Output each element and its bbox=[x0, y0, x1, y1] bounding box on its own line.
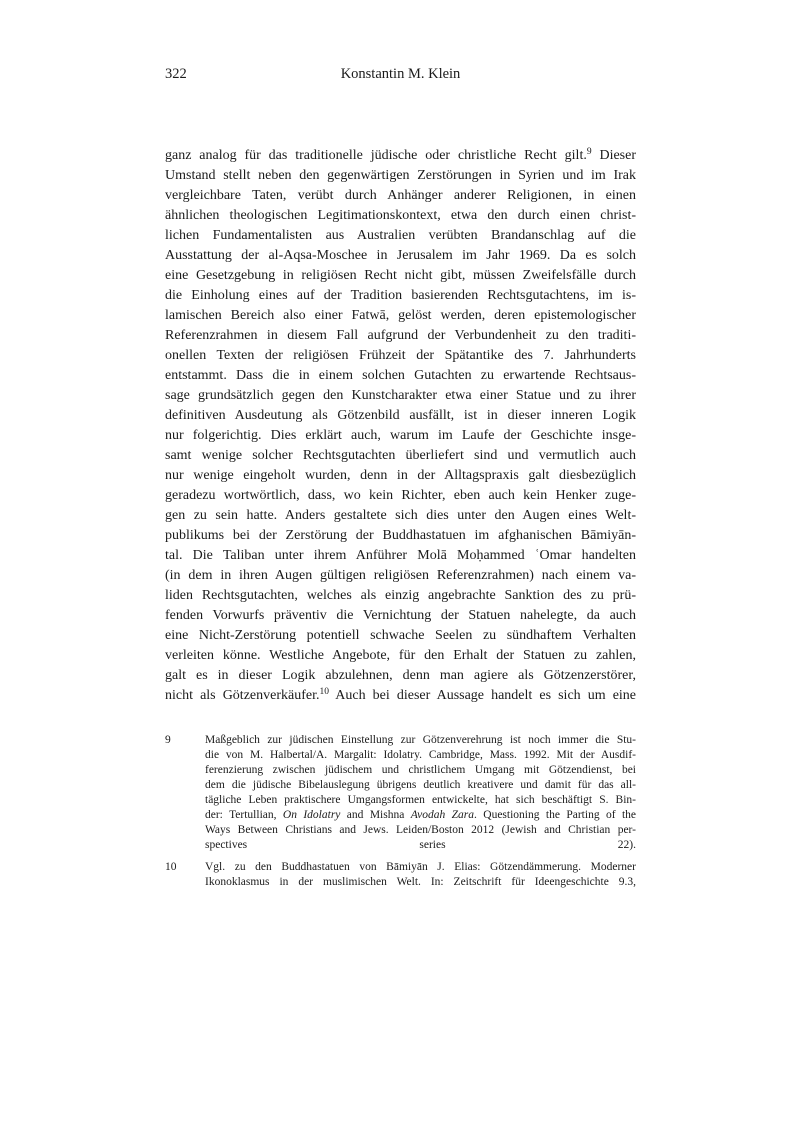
body-line: tal. Die Taliban unter ihrem Anführer Molā Moḥammed ʿOmar handelten bbox=[165, 548, 636, 563]
body-line: galt es in dieser Logik abzulehnen, denn man agiere als Götzenzerstörer, bbox=[165, 668, 636, 683]
body-line: Umstand stellt neben den gegenwärtigen Zerstörungen in Syrien und im Irak bbox=[165, 168, 636, 183]
footnote-line: Maßgeblich zur jüdischen Einstellung zur Götzenverehrung ist noch immer die Stu- bbox=[205, 734, 636, 746]
footnote-10 bbox=[165, 860, 636, 890]
body-line: sage grundsätzlich gegen den Kunstcharakter etwa einer Statue und zu ihrer bbox=[165, 388, 636, 403]
body-line: geradezu wortwörtlich, dass, wo kein Richter, eben auch kein Henker zuge- bbox=[165, 488, 636, 503]
body-line: fenden Vorwurfs präventiv die Vernichtung der Statuen nahelegte, da auch bbox=[165, 608, 636, 623]
body-line: (in dem in ihren Augen gültigen religiösen Referenzrahmen) nach einem va- bbox=[165, 568, 636, 583]
footnote-number: 10 bbox=[165, 861, 177, 873]
footnote-line: Ways Between Christians and Jews. Leiden/Boston 2012 (Jewish and Christian per- bbox=[205, 824, 636, 836]
body-line: lichen Fundamentalisten aus Australien verübten Brandanschlag auf die bbox=[165, 228, 636, 243]
body-line: onellen Texten der religiösen Frühzeit der Spätantike des 7. Jahrhunderts bbox=[165, 348, 636, 363]
footnotes bbox=[165, 733, 636, 890]
footnote-number: 9 bbox=[165, 734, 171, 746]
footnote-line: spectives series 22). bbox=[205, 839, 636, 851]
footnote-text bbox=[205, 860, 636, 890]
body-line: eine Gesetzgebung in religiösen Recht nicht gibt, müssen Zweifelsfälle durch bbox=[165, 268, 636, 283]
body-line: die Einholung eines auf der Tradition basierenden Rechtsgutachtens, im is- bbox=[165, 288, 636, 303]
body-line: Referenzrahmen in diesem Fall aufgrund der Verbundenheit zu den traditi- bbox=[165, 328, 636, 343]
footnote-line: ferenzierung zwischen jüdischem und christlichem Umgang mit Götzendienst, bei bbox=[205, 764, 636, 776]
body-line: eine Nicht-Zerstörung potentiell schwache Seelen zu sündhaftem Verhalten bbox=[165, 628, 636, 643]
body-text bbox=[165, 146, 636, 706]
body-line: vergleichbare Taten, verübt durch Anhänger anderer Religionen, in einen bbox=[165, 188, 636, 203]
body-line: Ausstattung der al-Aqsa-Moschee in Jerusalem im Jahr 1969. Da es solch bbox=[165, 248, 636, 263]
body-line: definitiven Ausdeutung als Götzenbild ausfällt, ist in dieser inneren Logik bbox=[165, 408, 636, 423]
page-number: 322 bbox=[165, 66, 187, 82]
body-line: verleiten könne. Westliche Angebote, für den Erhalt der Statuen zu zahlen, bbox=[165, 648, 636, 663]
body-line: nicht als Götzenverkäufer.$^{10}$ Auch bei dieser Aussage handelt es sich um eine bbox=[165, 687, 636, 703]
footnote-line: dem die jüdische Bibelauslegung übrigens deutlich kreativere und damit für das all- bbox=[205, 779, 636, 791]
footnote-9 bbox=[165, 733, 636, 853]
footnote-line: Vgl. zu den Buddhastatuen von Bāmiyān J. Elias: Götzendämmerung. Moderner bbox=[205, 861, 636, 873]
body-line: nur wenige eingeholt wurden, denn in der Alltagspraxis galt diesbezüglich bbox=[165, 468, 636, 483]
body-line: nur folgerichtig. Dies erklärt auch, warum im Laufe der Geschichte insge- bbox=[165, 428, 636, 443]
body-line: publikums bei der Zerstörung der Buddhastatuen im afghanischen Bāmiyān- bbox=[165, 528, 636, 543]
page-header bbox=[165, 64, 636, 84]
footnote-line: Ikonoklasmus in der muslimischen Welt. In: Zeitschrift für Ideengeschichte 9.3, bbox=[205, 876, 636, 888]
footnote-text bbox=[205, 733, 636, 853]
running-head: Konstantin M. Klein bbox=[340, 66, 461, 82]
footnote-line: der: Tertullian, On Idolatry and Mishna Avodah Zara. Questioning the Parting of the bbox=[205, 809, 636, 821]
body-line: samt wenige solcher Rechtsgutachten überliefert sind und vermutlich auch bbox=[165, 448, 636, 463]
body-line: lamischen Bereich also einer Fatwā, gelöst werden, deren epistemologischer bbox=[165, 308, 636, 323]
body-line: ganz analog für das traditionelle jüdische oder christliche Recht gilt.$^9$ Dieser bbox=[165, 147, 636, 163]
body-line: ähnlichen theologischen Legitimationskontext, etwa den durch einen christ- bbox=[165, 208, 636, 223]
body-line: gen zu sein hatte. Anders gestaltete sich dies unter den Augen eines Welt- bbox=[165, 508, 636, 523]
body-line: entstammt. Dass die in einem solchen Gutachten zu erwartende Rechtsaus- bbox=[165, 368, 636, 383]
body-line: liden Rechtsgutachten, welches als einzig angebrachte Sanktion des zu prü- bbox=[165, 588, 636, 603]
footnote-line: tägliche Leben praktischere Umgangsformen entwickelte, hat sich beschäftigt S. Bin- bbox=[205, 794, 636, 806]
footnote-line: die von M. Halbertal/A. Margalit: Idolatry. Cambridge, Mass. 1992. Mit der Ausdif- bbox=[205, 749, 636, 761]
